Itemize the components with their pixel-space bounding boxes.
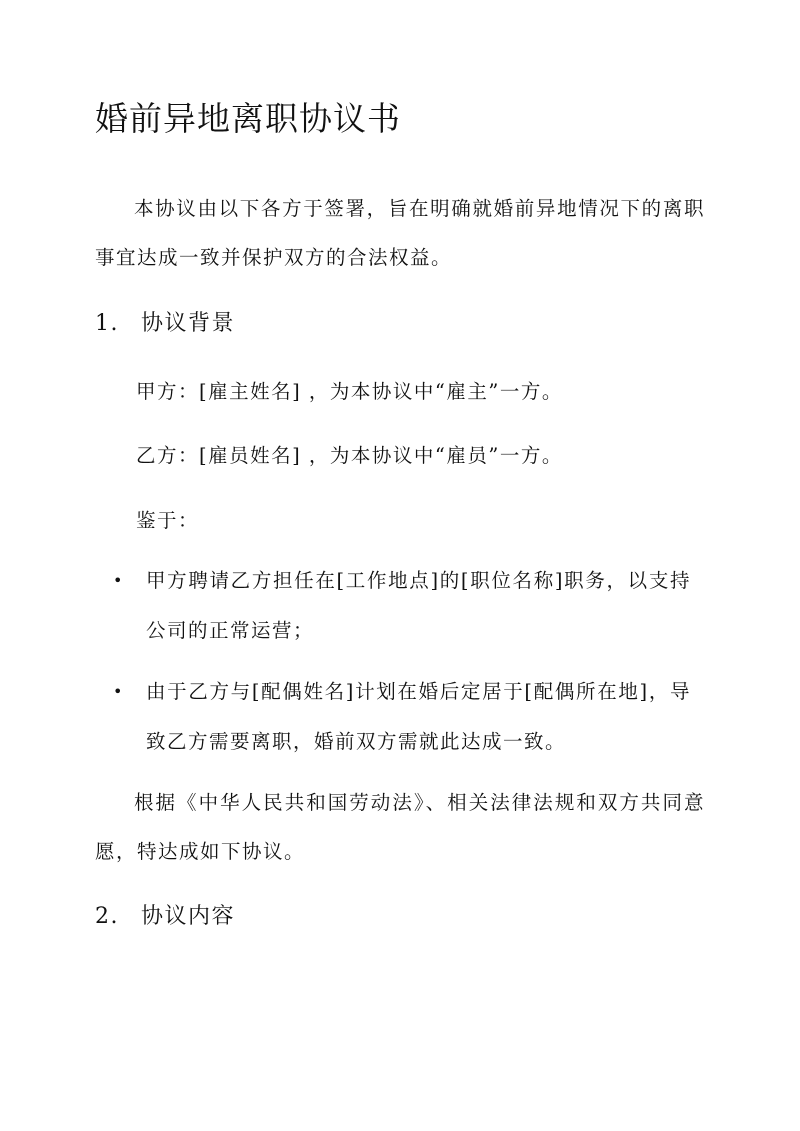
list-item-text: 由于乙方与[配偶姓名]计划在婚后定居于[配偶所在地]，导致乙方需要离职，婚前双方需就此达成一致。 <box>146 680 691 753</box>
section-heading-2 <box>95 901 235 933</box>
section-title: 协议内容 <box>141 904 236 929</box>
section-heading-1 <box>95 308 235 340</box>
list-item <box>113 556 703 656</box>
bullet-icon: • <box>113 682 124 701</box>
list-item <box>113 667 703 767</box>
whereas-label: 鉴于： <box>136 509 200 532</box>
section-number: 1. <box>95 311 119 336</box>
bullet-icon: • <box>113 571 124 590</box>
list-item-text: 甲方聘请乙方担任在[工作地点]的[职位名称]职务，以支持公司的正常运营； <box>146 569 691 642</box>
document-title: 婚前异地离职协议书 <box>95 99 401 138</box>
intro-paragraph: 本协议由以下各方于签署，旨在明确就婚前异地情况下的离职事宜达成一致并保护双方的合法权益。 <box>95 197 705 269</box>
party-a-line: 甲方：[雇主姓名] ，为本协议中“雇主”一方。 <box>136 380 563 403</box>
party-b-line: 乙方：[雇员姓名] ，为本协议中“雇员”一方。 <box>136 444 563 467</box>
section-number: 2. <box>95 904 119 929</box>
closing-paragraph: 根据《中华人民共和国劳动法》、相关法律法规和双方共同意愿，特达成如下协议。 <box>95 791 705 863</box>
section-title: 协议背景 <box>141 311 236 336</box>
